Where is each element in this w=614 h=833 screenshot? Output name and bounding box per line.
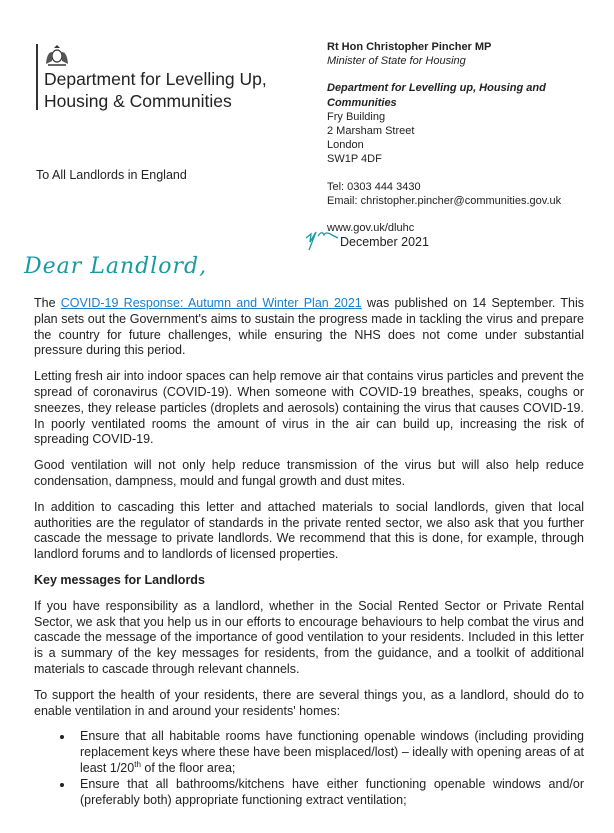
text: was published on 14 September. This plan sets out the Government's aims to sustain the progress made in tackling the virus and prepare the country for future challenges, while ensuring the NHS does not come under substantial pressure during this period.: [34, 296, 585, 358]
plan-link[interactable]: COVID-19 Response: Autumn and Winter Plan 2021: [60, 296, 362, 310]
handwritten-day-icon: [304, 228, 340, 252]
recipient: To All Landlords in England: [36, 168, 187, 182]
paragraph: Good ventilation will not only help reduce transmission of the virus but will also help reduce condensation, dampness, mould and fungal growth and dust mites.: [34, 458, 584, 488]
paragraph: To support the health of your residents, there are several things you, as a landlord, should do to enable ventilation in and around your residents' homes:: [34, 687, 584, 718]
list-item: • Ensure that all bathrooms/kitchens have either functioning openable windows and/or (preferably both) appropriate functioning extract ventilation;: [74, 777, 584, 809]
address-line: 2 Marsham Street: [327, 125, 415, 138]
paragraph: If you have responsibility as a landlord, whether in the Social Rented Sector or Private Rental Sector, we ask that you help us in our efforts to encourage behaviours to help combat the virus and cascade the message of the importance of good ventilation to your residents. Included in this letter is a summary of the key messages for residents, from the guidance, and a toolkit of additional materials to cascade through relevant channels.: [34, 598, 584, 676]
section-heading: Key messages for Landlords: [34, 572, 205, 587]
address-line: SW1P 4DF: [327, 153, 382, 166]
sender-org-2: Communities: [327, 96, 397, 109]
superscript: th: [134, 759, 141, 769]
sender-org-1: Department for Levelling up, Housing and: [327, 82, 546, 95]
sender-title: Minister of State for Housing: [327, 55, 466, 68]
letter-body: [34, 296, 584, 808]
department-line-2: Housing & Communities: [44, 91, 232, 111]
date-text: December 2021: [340, 235, 429, 249]
header-rule: [36, 44, 38, 110]
list-item: [74, 729, 584, 776]
paragraph: [34, 296, 584, 359]
department-line-1: Department for Levelling Up,: [44, 69, 267, 89]
email: Email: christopher.pincher@communities.gov.uk: [327, 194, 562, 207]
text: Ensure that all habitable rooms have functioning openable windows (including providing replacement keys where these have been misplaced/lost) – ideally with opening areas of at least 1/20: [80, 729, 584, 775]
bullet-list: [34, 729, 584, 808]
department-name: [44, 68, 267, 112]
address-line: London: [327, 139, 364, 152]
handwritten-salutation: Dear Landlord,: [24, 254, 208, 279]
text: of the floor area;: [140, 760, 236, 775]
sender-block: [327, 40, 561, 235]
text: The: [34, 296, 61, 310]
paragraph: Letting fresh air into indoor spaces can help remove air that contains virus particles and prevent the spread of coronavirus (COVID-19). When someone with COVID-19 breathes, speaks, coughs or sneezes, they release particles (droplets and aerosols) containing the virus that causes COVID-19. In poorly ventilated rooms the amount of virus in the air can build up, increasing the risk of spreading COVID-19.: [34, 369, 584, 447]
telephone: Tel: 0303 444 3430: [327, 180, 421, 193]
paragraph: In addition to cascading this letter and attached materials to social landlords, given that local authorities are the regulator of standards in the private rented sector, we also ask that you further cascade the message to private landlords. We recommend that this is done, for example, through landlord forums and to landlords of licensed properties.: [34, 499, 584, 562]
address-line: Fry Building: [327, 110, 386, 123]
letter-date: [304, 228, 429, 252]
royal-coat-of-arms-icon: [44, 44, 70, 71]
website: www.gov.uk/dluhc: [327, 222, 415, 235]
sender-name: Rt Hon Christopher Pincher MP: [327, 41, 492, 53]
